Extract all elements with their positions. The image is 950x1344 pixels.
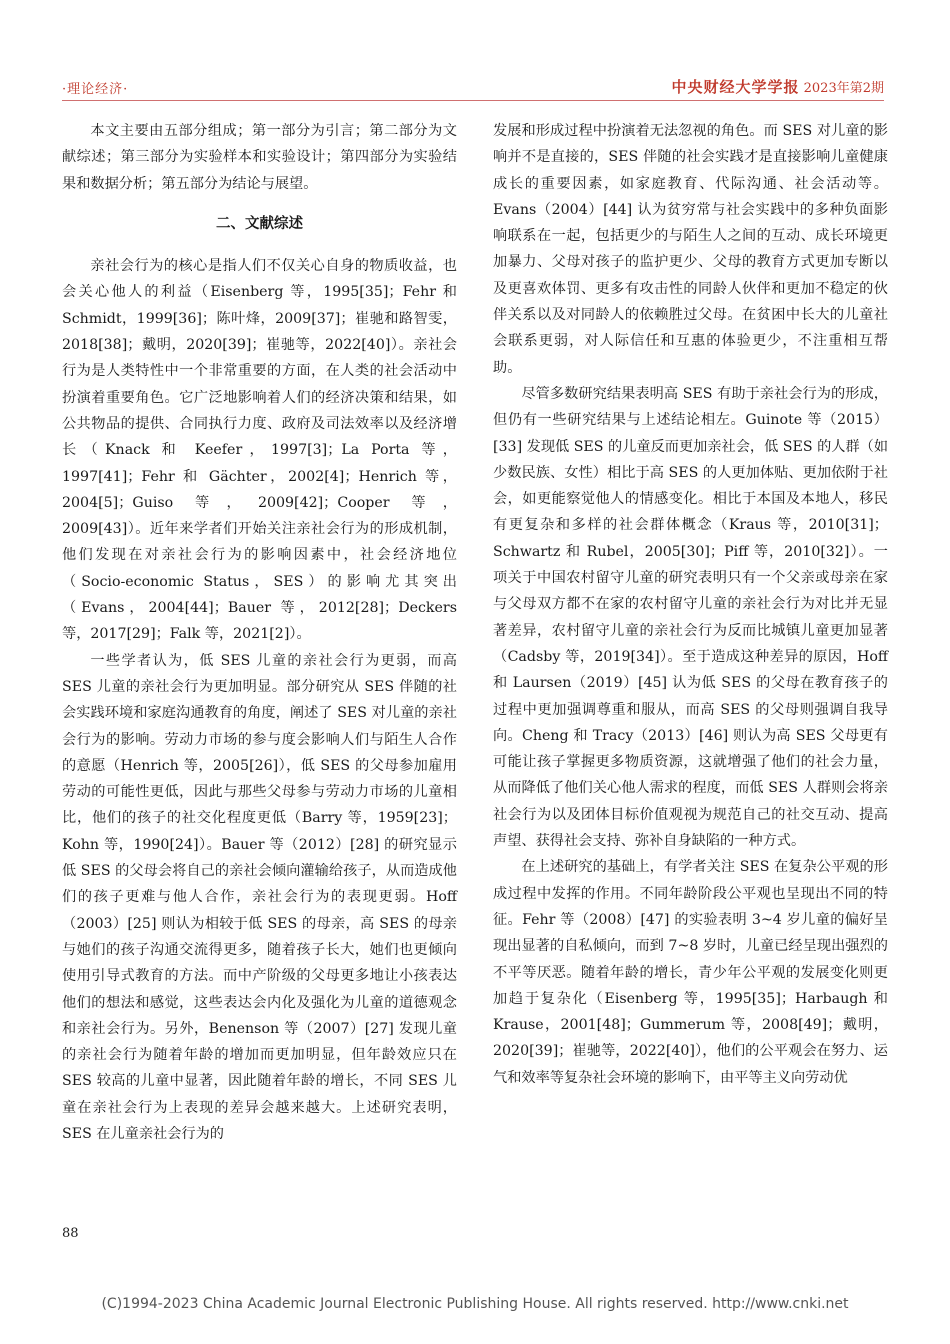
section-label: ·理论经济· bbox=[62, 82, 129, 97]
issue-label: 2023年第2期 bbox=[803, 81, 884, 96]
paragraph-low-ses-scholars: 一些学者认为，低 SES 儿童的亲社会行为更弱，而高 SES 儿童的亲社会行为更加明显。部分研究从 SES 伴随的社会实践环境和家庭沟通教育的角度，阐述了 SES 对儿童的亲社会行为的影响。劳动力市场的参与度会影响人们与陌生人合作的意愿（Henrich 等，2005[26]），低 SES 的父母参加雇用劳动的可能性更低，因此与那些父母参与劳动力市场的儿童相比，他们的孩子的社交化程度更低（Barry 等，1959[23]；Kohn 等，1990[24]）。Bauer 等（2012）[28] 的研究显示低 SES 的父母会将自己的亲社会倾向灌输给孩子，从而造成他们的孩子更难与他人合作，亲社会行为的表现更弱。Hoff（2003）[25] 则认为相较于低 SES 的母亲，高 SES 的母亲与她们的孩子沟通交流得更多，随着孩子长大，她们也更倾向使用引导式教育的方法。而中产阶级的父母更多地让小孩表达他们的想法和感觉，这些表达会内化及强化为儿童的道德观念和亲社会行为。另外，Benenson 等（2007）[27] 发现儿童的亲社会行为随着年龄的增加而更加明显，但年龄效应只在 SES 较高的儿童中显著，因此随着年龄的增长，不同 SES 儿童在亲社会行为上表现的差异会越来越大。上述研究表明，SES 在儿童亲社会行为的 bbox=[62, 652, 457, 1142]
page-number: 88 bbox=[62, 1226, 79, 1241]
left-column bbox=[62, 118, 457, 1147]
paragraph-contrary-findings: 尽管多数研究结果表明高 SES 有助于亲社会行为的形成，但仍有一些研究结果与上述结论相左。Guinote 等（2015）[33] 发现低 SES 的儿童反而更加亲社会，低 SES 的人群（如少数民族、女性）相比于高 SES 的人更加体贴、更加依附于社会，如更能察觉他人的情感变化。相比于本国及本地人，移民有更复杂和多样的社会群体概念（Kraus 等，2010[31]；Schwartz 和 Rubel，2005[30]；Piff 等，2010[32]）。一项关于中国农村留守儿童的研究表明只有一个父亲或母亲在家与父母双方都不在家的农村留守儿童的亲社会行为对比并无显著差异，农村留守儿童的亲社会行为反而比城镇儿童更加显著（Cadsby 等，2019[34]）。至于造成这种差异的原因，Hoff 和 Laursen（2019）[45] 认为低 SES 的父母在教育孩子的过程中更加强调尊重和服从，而高 SES 的父母则强调自我导向。Cheng 和 Tracy（2013）[46] 则认为高 SES 父母更有可能让孩子掌握更多物质资源，这就增强了他们的社会力量，从而降低了他们关心他人需求的程度，而低 SES 人群则会将亲社会行为以及团体目标价值观视为规范自己的社交互动、提高声望、获得社会支持、弥补自身缺陷的一种方式。 bbox=[493, 385, 889, 850]
footer-copyright: (C)1994-2023 China Academic Journal Electronic Publishing House. All rights reserved. http://www.cnki.net bbox=[101, 1296, 849, 1312]
journal-name: 中央财经大学学报 bbox=[671, 78, 800, 96]
paragraph-fairness: 在上述研究的基础上，有学者关注 SES 在复杂公平观的形成过程中发挥的作用。不同年龄阶段公平观也呈现出不同的特征。Fehr 等（2008）[47] 的实验表明 3~4 岁儿童的偏好呈现出显著的自私倾向，而到 7~8 岁时，儿童已经呈现出强烈的不平等厌恶。随着年龄的增长，青少年公平观的发展变化则更加趋于复杂化（Eisenberg 等，1995[35]；Harbaugh 和 Krause，2001[48]；Gummerum 等，2008[49]；戴明，2020[39]；崔驰等，2022[40]），他们的公平观会在努力、运气和效率等复杂社会环境的影响下，由平等主义向劳动优 bbox=[493, 859, 888, 1086]
right-column bbox=[493, 118, 888, 1091]
section-title: 二、文献综述 bbox=[216, 215, 303, 232]
journal-header bbox=[671, 76, 884, 97]
paragraph-continued: 发展和形成过程中扮演着无法忽视的角色。而 SES 对儿童的影响并不是直接的，SES 伴随的社会实践才是直接影响儿童健康成长的重要因素，如家庭教育、代际沟通、社会活动等。Evans（2004）[44] 认为贫穷常与社会实践中的多种负面影响联系在一起，包括更少的与陌生人之间的互动、成长环境更加暴力、父母对孩子的监护更少、父母的教育方式更加专断以及更喜欢体罚、更多有攻击性的同龄人伙伴和更加不稳定的伙伴关系以及对同龄人的依赖胜过父母。在贫困中长大的儿童社会联系更弱，对人际信任和互惠的体验更少，不注重相互帮助。 bbox=[493, 123, 888, 376]
header-divider bbox=[62, 100, 884, 101]
intro-paragraph: 本文主要由五部分组成；第一部分为引言；第二部分为文献综述；第三部分为实验样本和实验设计；第四部分为实验结果和数据分析；第五部分为结论与展望。 bbox=[62, 123, 457, 192]
paragraph-prosocial-core: 亲社会行为的核心是指人们不仅关心自身的物质收益，也会关心他人的利益（Eisenberg 等，1995[35]；Fehr 和 Schmidt，1999[36]；陈叶烽，2009[37]；崔驰和路智雯，2018[38]；戴明，2020[39]；崔驰等，2022[40]）。亲社会行为是人类特性中一个非常重要的方面，在人类的社会活动中扮演着重要角色。它广泛地影响着人们的经济决策和结果，如公共物品的提供、合同执行力度、政府及司法效率以及经济增长（Knack 和 Keefer，1997[3]；La Porta 等，1997[41]；Fehr 和 Gächter，2002[4]；Henrich 等，2004[5]；Guiso 等，2009[42]；Cooper 等，2009[43]）。近年来学者们开始关注亲社会行为的形成机制，他们发现在对亲社会行为的影响因素中，社会经济地位（Socio-economic Status，SES）的影响尤其突出（Evans，2004[44]；Bauer 等，2012[28]；Deckers 等，2017[29]；Falk 等，2021[2]）。 bbox=[62, 258, 457, 643]
